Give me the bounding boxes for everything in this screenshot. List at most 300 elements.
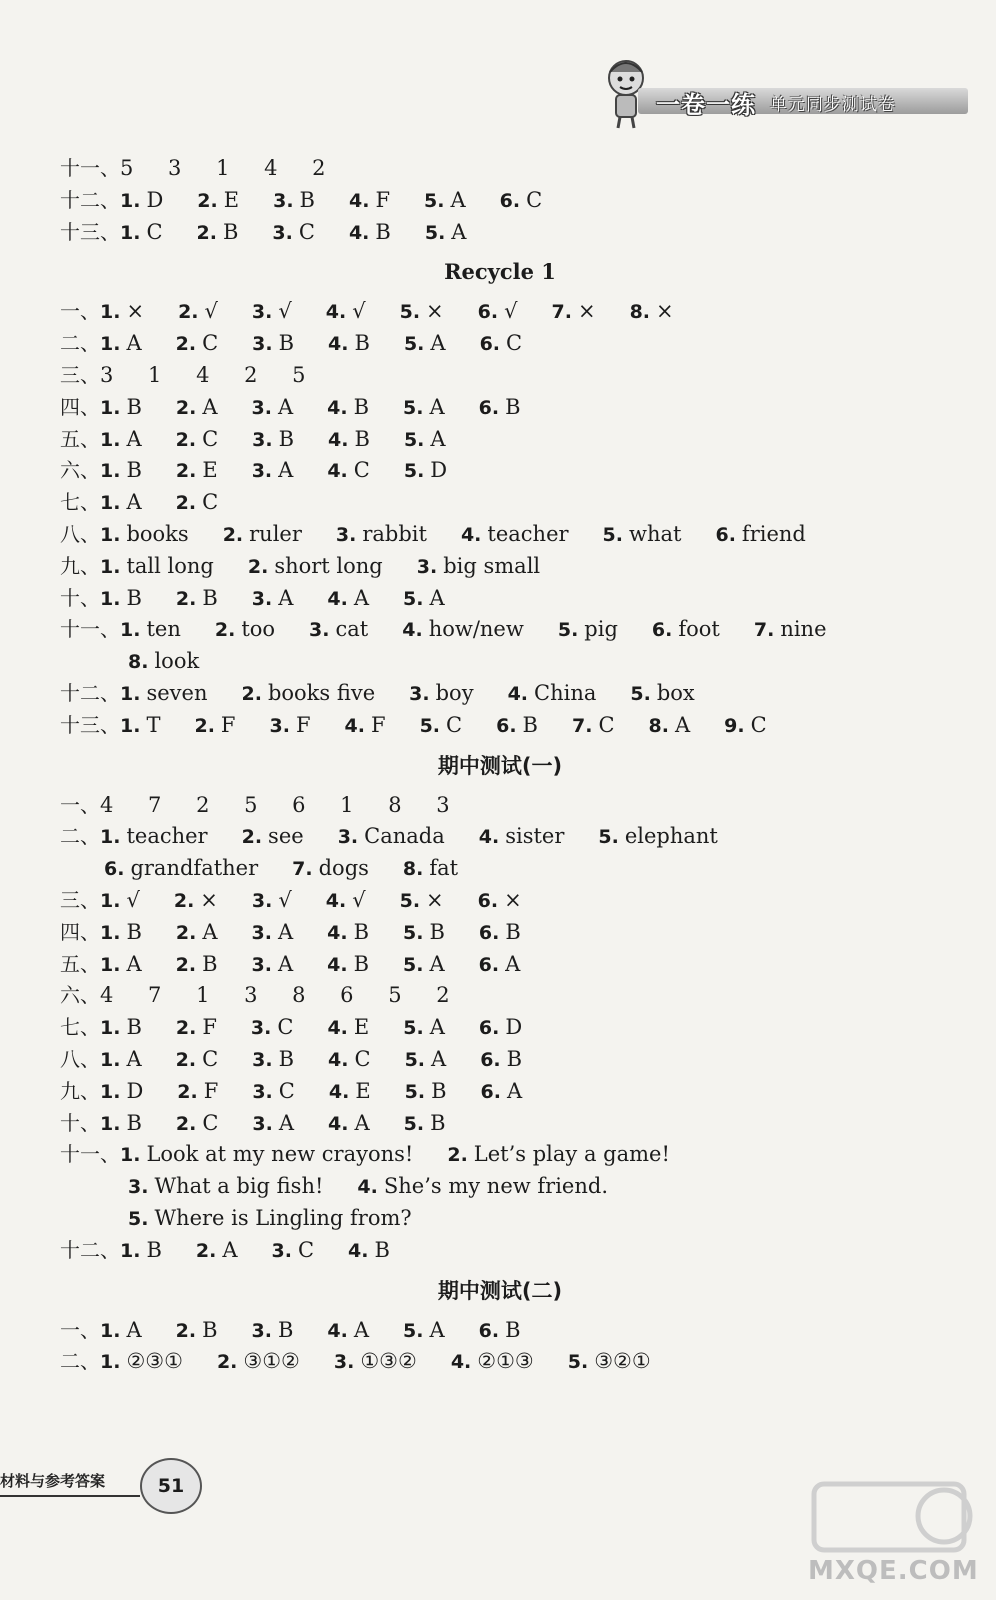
question-number: 十三、	[60, 219, 120, 244]
item-answer: B	[126, 394, 142, 419]
answer-item	[272, 1235, 315, 1268]
question-number: 十二、	[60, 187, 120, 212]
answer-item	[328, 1108, 370, 1141]
answer-item	[120, 678, 207, 711]
item-answer: ③②①	[594, 1349, 651, 1374]
item-answer: B	[354, 331, 370, 356]
answer-item	[241, 678, 375, 711]
answer-item	[724, 710, 767, 743]
answer-row	[60, 1171, 960, 1203]
item-number: 1.	[100, 492, 121, 515]
answer-row	[60, 917, 960, 949]
item-number: 5.	[404, 1048, 426, 1071]
item-number: 3.	[273, 189, 294, 212]
item-number: 1.	[100, 333, 121, 356]
item-answer: C	[202, 490, 219, 515]
item-number: 3.	[252, 428, 273, 451]
answer-item	[402, 614, 524, 647]
answer-item	[100, 455, 142, 488]
item-number: 2.	[222, 523, 244, 546]
section-title-midterm-1: 期中测试(一)	[437, 753, 563, 778]
answer-item	[754, 614, 827, 647]
item-answer: books	[126, 521, 189, 546]
question-number: 十一、	[60, 156, 120, 180]
question-number: 一、	[60, 1317, 100, 1342]
item-number: 4.	[348, 221, 370, 244]
item-answer: B	[429, 919, 445, 944]
answer-item	[100, 917, 142, 950]
answer-item	[558, 614, 618, 647]
answer-row	[60, 455, 960, 487]
item-number: 6.	[478, 953, 500, 976]
question-number: 十二、	[60, 1237, 120, 1262]
answer-item	[327, 1012, 369, 1045]
item-number: 8.	[128, 651, 149, 674]
answer-item	[405, 1044, 447, 1077]
answer-item	[120, 217, 163, 250]
item-answer: B	[278, 331, 295, 356]
answer-item	[178, 296, 218, 329]
item-answer: F	[370, 712, 386, 737]
item-answer: D	[505, 1015, 523, 1040]
item-number: 5.	[128, 1207, 149, 1230]
item-number: 1.	[100, 460, 121, 483]
item-number: 3.	[251, 301, 273, 324]
item-answer: A	[429, 951, 445, 976]
answer-item	[479, 949, 521, 982]
answer-item	[100, 1108, 142, 1141]
item-number: 7.	[292, 858, 313, 881]
item-number: 4.	[327, 921, 348, 944]
item-answer: E	[202, 458, 218, 483]
item-number: 3.	[251, 396, 272, 419]
item-number: 7.	[753, 619, 775, 642]
item-number: 1.	[100, 953, 121, 976]
item-number: 7.	[571, 714, 593, 737]
answer-item	[120, 1139, 413, 1172]
item-answer: A	[222, 1237, 238, 1262]
item-number: 4.	[478, 826, 500, 849]
item-answer: F	[295, 712, 311, 737]
answer-item	[176, 455, 218, 488]
item-number: 2.	[216, 1351, 238, 1374]
item-number: 1.	[100, 301, 121, 324]
item-answer: B	[375, 219, 391, 244]
item-answer: C	[297, 1237, 315, 1262]
item-answer: tall long	[126, 553, 214, 578]
answer-item	[252, 455, 294, 488]
answer-item	[100, 487, 142, 520]
answer-item	[345, 710, 386, 743]
item-answer: A	[451, 219, 467, 244]
item-answer: B	[430, 1110, 446, 1135]
item-answer: √	[278, 299, 292, 324]
question-number: 三、	[60, 362, 100, 387]
answer-item	[425, 217, 467, 250]
answer-item	[327, 392, 369, 425]
answer-row	[60, 1044, 960, 1076]
item-answer: √	[204, 299, 218, 324]
item-number: 4.	[328, 333, 349, 356]
item-answer: C	[446, 712, 463, 737]
answer-item	[348, 1235, 390, 1268]
item-answer: B	[278, 426, 295, 451]
answer-item	[252, 1108, 294, 1141]
answer-item	[100, 551, 214, 584]
item-answer: A	[450, 187, 466, 212]
item-answer: rabbit	[362, 521, 427, 546]
answer-row	[60, 885, 960, 917]
section-title-midterm-2: 期中测试(二)	[437, 1278, 563, 1303]
item-number: 4.	[327, 460, 348, 483]
answer-item	[252, 1076, 295, 1109]
item-number: 8.	[648, 714, 669, 737]
item-answer: C	[202, 331, 219, 356]
answer-item	[120, 185, 163, 218]
answer-item	[649, 710, 691, 743]
question-number: 五、	[60, 951, 100, 976]
answer-item	[196, 1235, 238, 1268]
item-number: 7.	[551, 301, 572, 324]
answer-item	[403, 949, 445, 982]
item-number: 5.	[598, 826, 619, 849]
item-answer: T	[146, 712, 161, 737]
item-number: 6.	[478, 396, 500, 419]
answer-item	[336, 519, 427, 552]
answer-item	[252, 392, 294, 425]
answer-item	[327, 949, 369, 982]
item-number: 2.	[197, 189, 218, 212]
item-number: 5.	[424, 189, 445, 212]
answer-item	[252, 885, 292, 918]
answer-item	[327, 1315, 369, 1348]
item-number: 3.	[251, 953, 272, 976]
answer-item	[326, 885, 366, 918]
answer-item	[451, 1346, 534, 1379]
item-answer: A	[126, 951, 142, 976]
answer-row	[60, 328, 960, 360]
item-answer: Look at my new crayons!	[146, 1142, 414, 1167]
answer-item	[252, 583, 294, 616]
item-answer: B	[506, 1046, 523, 1071]
item-number: 5.	[557, 619, 579, 642]
item-number: 3.	[269, 714, 290, 737]
item-number: 4.	[327, 1319, 348, 1342]
item-number: 2.	[175, 1017, 197, 1040]
answer-row	[60, 821, 960, 853]
item-answer: F	[375, 187, 391, 212]
answer-item	[176, 1012, 217, 1045]
answer-row	[60, 949, 960, 981]
item-number: 3.	[252, 1112, 273, 1135]
answer-row	[60, 153, 960, 185]
answer-row	[60, 678, 960, 710]
item-answer: B	[505, 919, 521, 944]
answer-item	[270, 710, 311, 743]
item-number: 4.	[325, 889, 347, 912]
question-number: 九、	[60, 1078, 100, 1103]
item-number: 3.	[250, 1017, 272, 1040]
answer-item	[176, 392, 218, 425]
item-answer: C	[202, 1110, 219, 1135]
item-answer: A	[278, 458, 294, 483]
item-answer: A	[126, 331, 142, 356]
item-number: 5.	[567, 1351, 589, 1374]
item-answer: boy	[435, 680, 474, 705]
section-title-recycle: Recycle 1	[444, 259, 556, 285]
answer-row	[60, 1346, 960, 1378]
item-answer: A	[431, 1046, 447, 1071]
item-number: 4.	[348, 1239, 369, 1262]
item-answer: elephant	[624, 824, 718, 849]
item-number: 3.	[128, 1176, 149, 1199]
item-answer: B	[126, 458, 142, 483]
answer-item	[104, 853, 258, 886]
answer-item	[176, 1044, 219, 1077]
item-number: 2.	[196, 221, 217, 244]
answer-row	[60, 583, 960, 615]
question-number: 一、	[60, 299, 100, 324]
answer-item	[100, 519, 189, 552]
item-number: 4.	[327, 396, 348, 419]
watermark-text: MXQE.COM	[808, 1556, 979, 1586]
brand-title: 一卷一练	[656, 91, 756, 119]
answer-row	[60, 790, 960, 822]
item-answer: B	[126, 919, 142, 944]
answer-row	[60, 1076, 960, 1108]
item-number: 6.	[104, 858, 125, 881]
item-number: 5.	[399, 889, 421, 912]
question-number: 四、	[60, 394, 100, 419]
item-number: 2.	[175, 921, 197, 944]
answer-item	[568, 1346, 651, 1379]
item-number: 5.	[403, 333, 425, 356]
answer-item	[252, 424, 294, 457]
answer-row	[60, 1139, 960, 1171]
answer-item	[120, 614, 181, 647]
item-answer: teacher	[487, 521, 569, 546]
item-answer: She’s my new friend.	[383, 1174, 608, 1199]
item-answer: seven	[146, 680, 208, 705]
item-number: 5.	[403, 1017, 424, 1040]
item-number: 4.	[328, 428, 349, 451]
item-answer: box	[656, 680, 695, 705]
answer-row	[60, 424, 960, 456]
item-answer: √	[352, 887, 366, 912]
item-number: 5.	[403, 953, 424, 976]
item-answer: A	[277, 951, 294, 976]
item-number: 3.	[335, 523, 357, 546]
item-number: 2.	[175, 492, 197, 515]
answer-item	[349, 185, 390, 218]
item-answer: A	[278, 585, 294, 610]
item-answer: ×	[577, 299, 596, 324]
page-footer	[0, 1440, 996, 1600]
item-answer: √	[278, 887, 292, 912]
answer-item	[404, 1108, 446, 1141]
item-answer: pig	[584, 617, 618, 642]
question-number: 十三、	[60, 712, 120, 737]
answer-item	[120, 1235, 162, 1268]
answer-row	[60, 217, 960, 249]
item-number: 2.	[173, 889, 195, 912]
answer-item	[100, 583, 142, 616]
item-answer: A	[354, 1110, 370, 1135]
answer-row	[60, 296, 960, 328]
answer-row	[60, 519, 960, 551]
answer-item	[478, 885, 522, 918]
answer-item	[338, 821, 445, 854]
answer-item	[409, 678, 473, 711]
answer-item	[100, 1044, 142, 1077]
item-answer: C	[598, 712, 615, 737]
item-answer: ×	[504, 887, 522, 912]
answer-item	[403, 917, 445, 950]
question-number: 三、	[60, 887, 100, 912]
answer-item	[176, 1108, 219, 1141]
item-answer: √	[352, 299, 366, 324]
item-number: 1.	[100, 921, 121, 944]
item-answer: A	[126, 490, 142, 515]
item-answer: ×	[426, 299, 444, 324]
answer-item	[403, 1012, 445, 1045]
answer-item	[252, 1315, 294, 1348]
item-number: 2.	[178, 301, 199, 324]
question-number: 十二、	[60, 680, 120, 705]
answer-item	[357, 1171, 608, 1204]
item-number: 6.	[477, 889, 499, 912]
item-answer: What a big fish!	[154, 1174, 324, 1199]
item-answer: B	[505, 394, 521, 419]
item-number: 6.	[477, 301, 499, 324]
item-answer: D	[146, 187, 164, 212]
answer-item	[176, 1315, 218, 1348]
question-number: 十一、	[60, 617, 120, 642]
answer-item	[334, 1346, 417, 1379]
item-number: 5.	[403, 921, 424, 944]
answer-row	[60, 710, 960, 742]
question-number: 十、	[60, 585, 100, 610]
item-number: 6.	[478, 921, 500, 944]
question-number: 六、	[60, 983, 100, 1008]
item-number: 6.	[651, 619, 673, 642]
item-number: 2.	[175, 1112, 197, 1135]
answer-item	[400, 885, 444, 918]
item-number: 1.	[120, 1239, 141, 1262]
item-answer: E	[223, 187, 240, 212]
item-number: 4.	[507, 682, 529, 705]
answer-item	[479, 1315, 521, 1348]
question-number: 一、	[60, 792, 100, 817]
item-answer: B	[202, 951, 218, 976]
item-number: 1.	[120, 189, 141, 212]
answer-item	[197, 185, 239, 218]
item-number: 1.	[100, 1319, 121, 1342]
item-answer: C	[202, 1046, 219, 1071]
answer-item	[424, 185, 466, 218]
question-number: 四、	[60, 919, 100, 944]
answer-item	[479, 392, 521, 425]
item-answer: ruler	[249, 521, 302, 546]
item-answer: C	[526, 187, 543, 212]
answer-row	[60, 646, 960, 678]
answer-item	[251, 1012, 294, 1045]
answer-item	[174, 885, 218, 918]
item-answer: √	[126, 887, 140, 912]
question-number: 十一、	[60, 1142, 120, 1167]
item-answer: A	[507, 1078, 523, 1103]
answer-item	[309, 614, 368, 647]
item-answer: F	[203, 1078, 219, 1103]
item-answer: C	[354, 1046, 371, 1071]
item-answer: how/new	[428, 617, 524, 642]
item-number: 3.	[309, 619, 330, 642]
answer-item	[326, 296, 366, 329]
item-number: 1.	[100, 1017, 121, 1040]
item-answer: fat	[429, 856, 459, 881]
answer-item	[480, 1044, 522, 1077]
item-number: 1.	[100, 889, 121, 912]
item-number: 4.	[327, 953, 348, 976]
item-number: 4.	[348, 189, 370, 212]
question-number: 九、	[60, 553, 100, 578]
answer-item	[100, 1315, 142, 1348]
item-answer: A	[126, 426, 142, 451]
item-answer: ③①②	[243, 1349, 300, 1374]
item-answer: ×	[656, 299, 674, 324]
answer-item	[496, 710, 538, 743]
item-answer: A	[430, 426, 446, 451]
answer-row	[60, 1108, 960, 1140]
answer-item	[100, 328, 142, 361]
item-number: 2.	[194, 714, 215, 737]
question-number: 七、	[60, 1015, 100, 1040]
item-answer: what	[629, 521, 682, 546]
item-number: 1.	[120, 1144, 141, 1167]
answer-item	[447, 1139, 670, 1172]
item-number: 3.	[252, 1080, 273, 1103]
question-number: 二、	[60, 331, 100, 356]
item-number: 2.	[175, 1048, 197, 1071]
answer-item	[328, 328, 370, 361]
item-answer: look	[154, 649, 200, 674]
question-number: 二、	[60, 824, 100, 849]
answer-item	[327, 455, 370, 488]
item-answer: see	[268, 824, 304, 849]
item-answer: A	[202, 919, 218, 944]
item-answer: ×	[126, 299, 145, 324]
answer-item	[292, 853, 369, 886]
answer-item	[715, 519, 805, 552]
item-number: 3.	[251, 587, 273, 610]
answer-item	[252, 917, 294, 950]
item-number: 5.	[602, 523, 623, 546]
answer-item	[120, 710, 160, 743]
item-answer: C	[146, 219, 163, 244]
answer-item	[403, 853, 458, 886]
item-answer: teacher	[126, 824, 208, 849]
question-number: 八、	[60, 521, 100, 546]
answer-item	[461, 519, 569, 552]
question-number: 八、	[60, 1046, 100, 1071]
answer-item	[403, 1315, 445, 1348]
question-number: 六、	[60, 458, 100, 483]
item-answer: ②③①	[126, 1349, 183, 1374]
item-number: 2.	[175, 587, 197, 610]
item-answer: D	[430, 458, 448, 483]
answer-key	[60, 153, 960, 1378]
item-number: 2.	[175, 1319, 197, 1342]
